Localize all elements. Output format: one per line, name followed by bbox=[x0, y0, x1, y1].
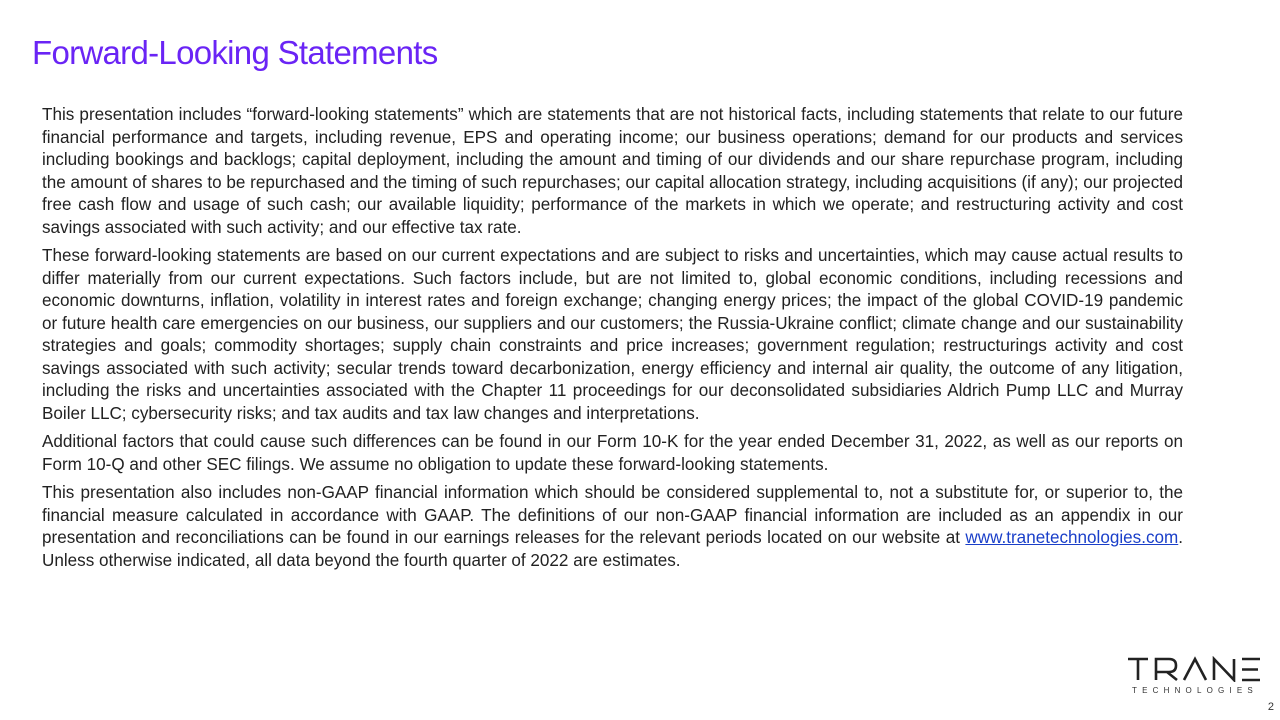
paragraph-risk-factors: These forward-looking statements are based on our current expectations and are subject to risks and uncertainties, which may cause actual results to differ materially from our current expectations. Such factors include, but are not limited to, global economic conditions, including recessions and economic downturns, inflation, volatility in interest rates and foreign exchange; changing energy prices; the impact of the global COVID-19 pandemic or future health care emergencies on our business, our suppliers and our customers; the Russia-Ukraine conflict; climate change and our sustainability strategies and goals; commodity shortages; supply chain constraints and price increases; government regulation; restructurings activity and cost savings associated with such activity; secular trends toward decarbonization, energy efficiency and internal air quality, the outcome of any litigation, including the risks and uncertainties associated with the Chapter 11 proceedings for our deconsolidated subsidiaries Aldrich Pump LLC and Murray Boiler LLC; cybersecurity risks; and tax audits and tax law changes and interpretations. bbox=[42, 246, 1183, 423]
trane-technologies-logo bbox=[1124, 656, 1264, 698]
paragraph-forward-looking-intro: This presentation includes “forward-looking statements” which are statements that are not historical facts, including statements that relate to our future financial performance and targets, including revenue, EPS and operating income; our business operations; demand for our products and services including bookings and backlogs; capital deployment, including the amount and timing of our dividends and our share repurchase program, including the amount of shares to be repurchased and the timing of such repurchases; our capital allocation strategy, including acquisitions (if any); our projected free cash flow and usage of such cash; our available liquidity; performance of the markets in which we operate; and restructuring activity and cost savings associated with such activity; and our effective tax rate. bbox=[42, 105, 1183, 237]
non-gaap-text-after-link: . Unless otherwise indicated, all data beyond the fourth quarter of 2022 are estimates. bbox=[42, 528, 1183, 570]
paragraph-non-gaap bbox=[42, 482, 1183, 572]
trane-wordmark bbox=[1124, 656, 1264, 682]
logo-subtitle: TECHNOLOGIES bbox=[1132, 686, 1258, 695]
slide-body bbox=[42, 104, 1183, 578]
page-number: 2 bbox=[1267, 701, 1274, 713]
page-title: Forward-Looking Statements bbox=[32, 34, 438, 71]
website-link[interactable]: www.tranetechnologies.com bbox=[965, 528, 1179, 547]
paragraph-additional-factors: Additional factors that could cause such differences can be found in our Form 10-K for the year ended December 31, 2022, as well as our reports on Form 10-Q and other SEC filings. We assume no obligation to update these forward-looking statements. bbox=[42, 432, 1183, 474]
non-gaap-text-before-link: This presentation also includes non-GAAP financial information which should be considered supplemental to, not a substitute for, or superior to, the financial measure calculated in accordance with GAAP. The definitions of our non-GAAP financial information are included as an appendix in our presentation and reconciliations can be found in our earnings releases for the relevant periods located on our website at bbox=[42, 483, 1183, 547]
